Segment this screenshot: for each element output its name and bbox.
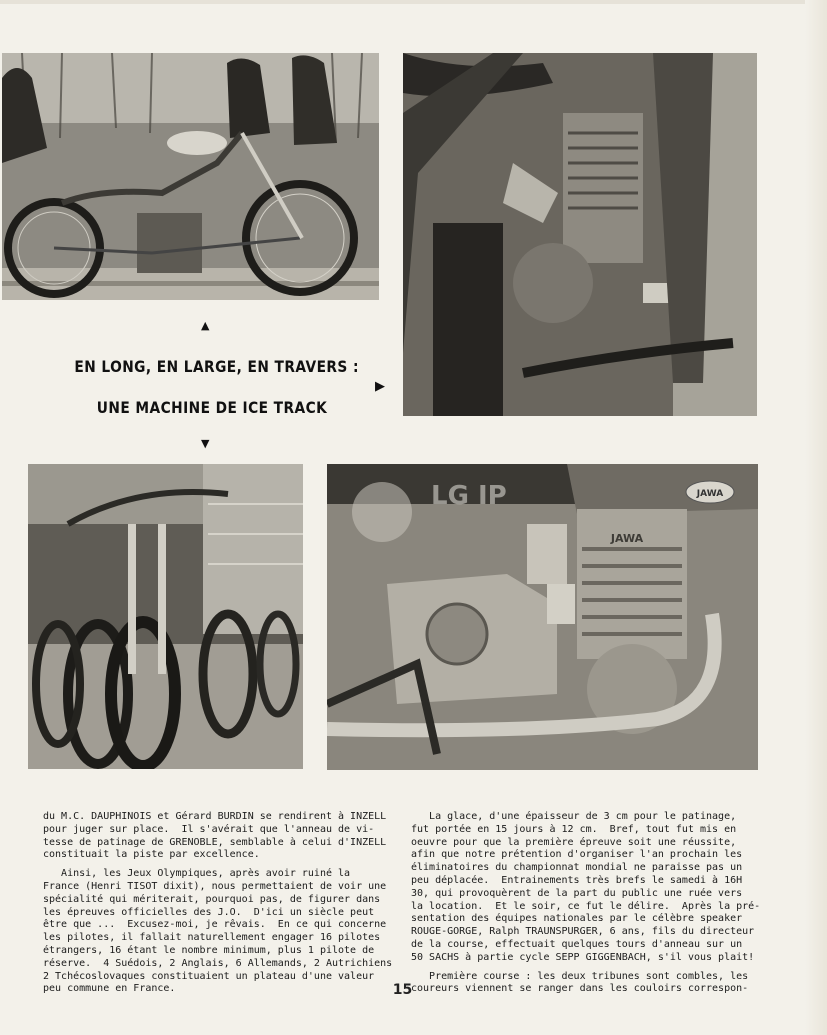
text-line: constituait la piste par excellence.: [43, 849, 260, 861]
article-paragraph: [43, 811, 415, 862]
text-line: réserve. 4 Suédois, 2 Anglais, 6 Allemands, 2 Autrichiens: [43, 957, 393, 969]
text-line: spécialité qui mériterait, pourquoi pas, de figurer dans: [43, 893, 381, 905]
text-line: coureurs viennent se ranger dans les couloirs correspon-: [411, 983, 749, 995]
text-line: la location. Et le soir, ce fut le délire. Après la pré-: [411, 900, 761, 912]
text-line: du M.C. DAUPHINOIS et Gérard BURDIN se rendirent à INZELL: [43, 811, 387, 822]
photo-bike-side-view: [2, 53, 379, 300]
headline-line-1: EN LONG, EN LARGE, EN TRAVERS :: [74, 357, 359, 376]
text-line: Ainsi, les Jeux Olympiques, après avoir ruiné la: [43, 868, 351, 880]
text-line: éliminatoires du championnat mondial ne paraisse pas un: [411, 862, 743, 874]
engine-label-text: JAWA: [610, 532, 644, 545]
photo-jawa-engine: [327, 464, 758, 770]
text-line: peu déplacée. Entrainements très brefs le samedi à 16H: [411, 874, 743, 886]
page-right-edge: [805, 0, 827, 1035]
text-line: France (Henri TISOT dixit), nous permettaient de voir une: [43, 880, 387, 892]
photo-front-wheel-spikes: [28, 464, 303, 769]
text-line: de la course, effectuait quelques tours d'anneau sur un: [411, 938, 743, 950]
article-paragraph: [411, 811, 783, 965]
text-line: afin que notre prétention d'organiser l'an prochain les: [411, 849, 743, 861]
watermark-text: LG IP: [431, 481, 507, 511]
text-line: sentation des équipes nationales par le célèbre speaker: [411, 913, 743, 925]
photo-engine-close-up: [403, 53, 757, 416]
text-line: ROUGE-GORGE, Ralph TRAUNSPURGER, 6 ans, fils du directeur: [411, 926, 755, 938]
text-line: 2 Tchécoslovaques constituaient un plateau d'une valeur: [43, 970, 375, 982]
text-line: oeuvre pour que la première épreuve soit une réussite,: [411, 836, 737, 848]
text-line: être que ... Excusez-moi, je rêvais. En ce qui concerne: [43, 919, 387, 931]
text-line: 30, qui provoquèrent de la part du public une ruée vers: [411, 887, 743, 899]
arrow-down-icon: ▼: [201, 437, 210, 450]
text-line: Première course : les deux tribunes sont combles, les: [411, 970, 749, 982]
text-line: fut portée en 15 jours à 12 cm. Bref, tout fut mis en: [411, 823, 737, 835]
text-line: les épreuves officielles des J.O. D'ici un siècle peut: [43, 906, 375, 918]
tank-badge-text: JAWA: [696, 489, 724, 499]
headline-line-2: UNE MACHINE DE ICE TRACK: [96, 398, 328, 417]
text-line: La glace, d'une épaisseur de 3 cm pour le patinage,: [411, 811, 737, 822]
text-line: 50 SACHS à partie cycle SEPP GIGGENBACH, s'il vous plait!: [411, 951, 755, 963]
text-line: les pilotes, il fallait naturellement engager 16 pilotes: [43, 932, 381, 944]
text-line: étrangers, 16 étant le nombre minimum, plus 1 pilote de: [43, 944, 375, 956]
article-column-left: [43, 811, 415, 996]
text-line: pour juger sur place. Il s'avérait que l'anneau de vi-: [43, 823, 375, 835]
page-number: 15: [392, 982, 413, 998]
article-paragraph: [43, 868, 415, 996]
article-column-right: [411, 811, 783, 996]
page-top-edge: [0, 0, 827, 4]
text-line: tesse de patinage de GRENOBLE, semblable à celui d'INZELL: [43, 836, 387, 848]
text-line: peu commune en France.: [43, 983, 176, 995]
arrow-up-icon: ▲: [201, 319, 210, 332]
arrow-right-icon: ▶: [375, 379, 385, 394]
